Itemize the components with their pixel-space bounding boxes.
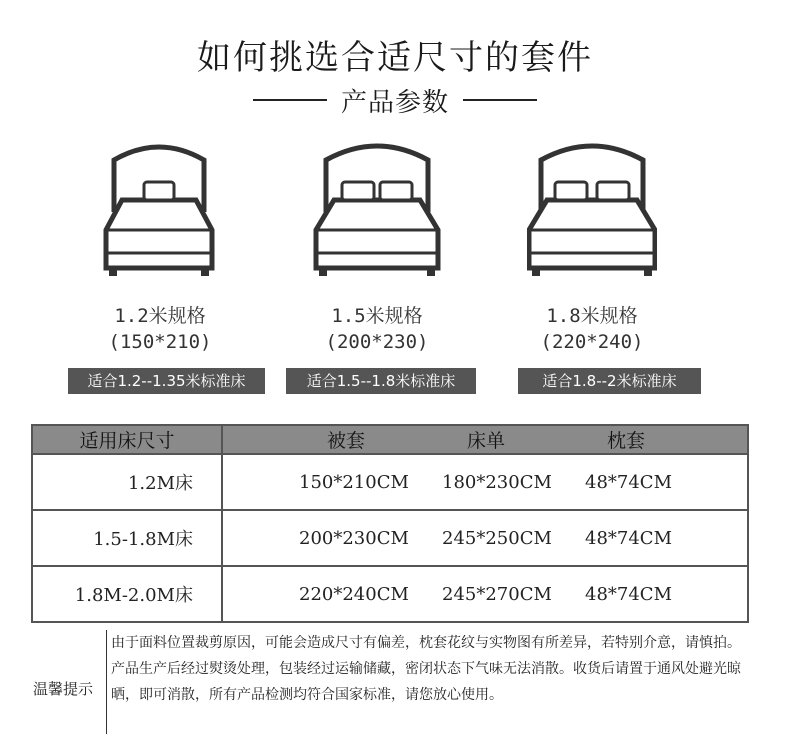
bed-dimensions-label: (150*210) — [108, 331, 212, 353]
table-row — [32, 510, 748, 566]
fit-tag: 适合1.8--2米标准床 — [518, 368, 701, 394]
table-header-row — [32, 425, 748, 454]
page-title: 如何挑选合适尺寸的套件 — [197, 38, 593, 78]
pillowcase-size: 48*74CM — [585, 527, 673, 549]
sheet-size: 180*230CM — [442, 471, 552, 493]
tip-paragraph: 产品生产后经过熨烫处理，包装经过运输储藏，密闭状态下气味无法消散。收货后请置于通风处避光晾晒，即可消散，所有产品检测均符合国家标准，请您放心使用。 — [111, 661, 741, 703]
duvet-size: 150*210CM — [299, 471, 409, 493]
header-bed-size: 适用床尺寸 — [32, 425, 222, 454]
bed-spec-label: 1.2米规格 — [114, 305, 206, 327]
header-duvet: 被套 — [327, 430, 366, 452]
divider-right — [463, 99, 537, 101]
header-pillowcase: 枕套 — [607, 430, 646, 452]
duvet-size: 200*230CM — [299, 527, 409, 549]
row-bed-size: 1.8M-2.0M床 — [32, 566, 222, 622]
bed-spec-label: 1.5米规格 — [331, 305, 423, 327]
fit-tag: 适合1.2--1.35米标准床 — [68, 368, 265, 394]
table-row — [32, 454, 748, 510]
section-subtitle: 产品参数 — [340, 87, 449, 118]
table-row — [32, 566, 748, 622]
header-products — [222, 425, 748, 454]
section-heading — [0, 82, 790, 118]
bed-dimensions-label: (200*230) — [325, 331, 429, 353]
single-pillow-bed-icon — [94, 138, 224, 286]
tip-paragraph: 由于面料位置裁剪原因，可能会造成尺寸有偏差，枕套花纹与实物图有所差异，若特别介意，请慎拍。 — [111, 635, 741, 651]
sheet-size: 245*250CM — [442, 527, 552, 549]
double-pillow-bed-icon — [312, 138, 442, 286]
row-values — [222, 510, 748, 566]
row-values — [222, 454, 748, 510]
bed-spec-label: 1.8米规格 — [546, 305, 638, 327]
tips-section — [31, 630, 749, 734]
pillowcase-size: 48*74CM — [585, 583, 673, 605]
tips-divider — [106, 630, 107, 734]
tips-label: 温馨提示 — [33, 680, 94, 698]
row-bed-size: 1.5-1.8M床 — [32, 510, 222, 566]
pillowcase-size: 48*74CM — [585, 471, 673, 493]
tips-text — [111, 630, 746, 708]
size-table — [31, 424, 749, 623]
sheet-size: 245*270CM — [442, 583, 552, 605]
fit-tag: 适合1.5--1.8米标准床 — [286, 368, 476, 394]
header-sheet: 床单 — [467, 430, 506, 452]
duvet-size: 220*240CM — [299, 583, 409, 605]
double-pillow-bed-icon — [527, 138, 657, 286]
bed-dimensions-label: (220*240) — [540, 331, 644, 353]
divider-left — [253, 99, 327, 101]
row-values — [222, 566, 748, 622]
row-bed-size: 1.2M床 — [32, 454, 222, 510]
